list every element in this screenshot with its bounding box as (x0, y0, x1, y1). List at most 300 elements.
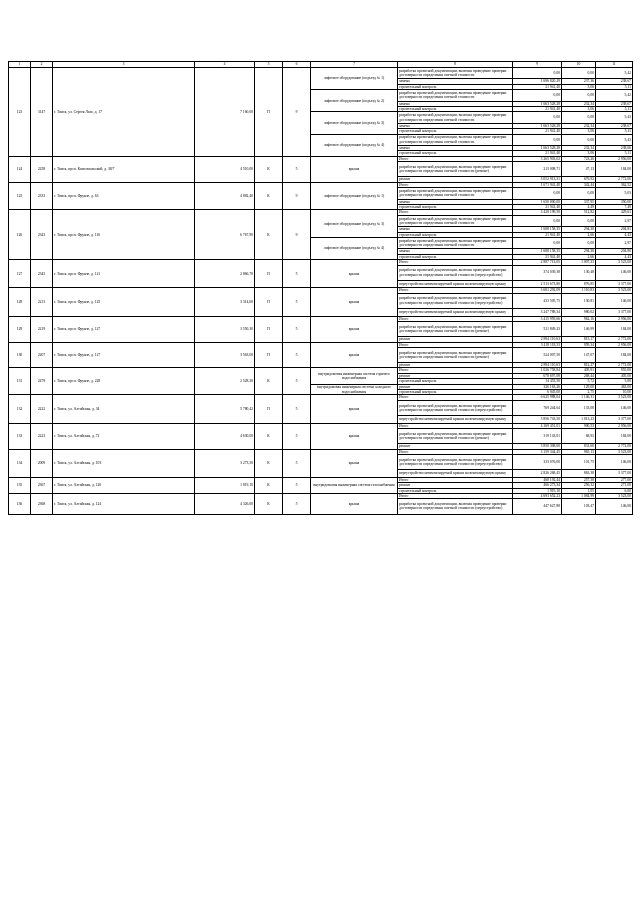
work-cost: 0,00 (513, 90, 562, 101)
house-code: 2223 (31, 423, 53, 449)
work-type: разработка проектной документации, включая проведение проверки достоверности определения сметной стоимости (ремонт) (398, 429, 513, 444)
specific-cost: 676,92 (562, 177, 596, 182)
work-cost: 2 894 110,63 (513, 363, 562, 368)
house-code: 2343 (31, 210, 53, 260)
work-cost: 5 856 743,50 (513, 415, 562, 423)
specific-cost: 0,00 (562, 215, 596, 226)
cost-limit: 3 377,00 (596, 308, 633, 316)
work-type: замена (398, 227, 513, 232)
specific-cost: 962,16 (562, 316, 596, 321)
work-cost: 769 244,64 (513, 400, 562, 415)
work-cost: 3 247 788,34 (513, 308, 562, 316)
work-type: переустройство невентилируемой крыши на вентилируемую крышу (398, 308, 513, 316)
row-number: 129 (9, 316, 31, 342)
house-code: 2368 (31, 494, 53, 514)
specific-cost: 232,34 (562, 146, 596, 151)
work-cost: 468 192,44 (513, 477, 562, 482)
cost-limit: 146,00 (596, 293, 633, 308)
row-number: 125 (9, 182, 31, 210)
floor-count: 5 (283, 342, 311, 368)
column-number: 9 (513, 62, 562, 68)
specific-cost: 1 110,83 (562, 288, 596, 293)
column-number: 4 (195, 62, 255, 68)
work-cost: 3 415 959,66 (513, 316, 562, 321)
column-number: 11 (596, 62, 633, 68)
cost-limit: 3 523,00 (596, 449, 633, 454)
wall-material: К (255, 477, 283, 493)
cost-limit: 10,00 (596, 390, 633, 395)
work-cost: 21 941,40 (513, 107, 562, 112)
row-number: 133 (9, 423, 31, 449)
work-cost: 0,00 (513, 112, 562, 123)
work-cost: 524 007,50 (513, 347, 562, 362)
house-address: г. Томск, прсп. Комсомольский, д. 38/7 (53, 156, 195, 182)
house-code: 3147 (31, 68, 53, 157)
work-cost: 1 026 758,84 (513, 368, 562, 373)
work-cost: 21 941,40 (513, 204, 562, 209)
work-cost: 2 887 713,05 (513, 260, 562, 265)
specific-cost: 900,53 (562, 423, 596, 428)
work-cost: 319 143,01 (513, 429, 562, 444)
table-row (9, 68, 633, 79)
building-system: крыша (311, 156, 398, 182)
work-cost: 333 076,00 (513, 455, 562, 470)
house-address: г. Томск, ул. Сергея Лазо, д. 17 (53, 68, 195, 157)
cost-limit: 463,00 (596, 384, 633, 389)
cost-limit: 2 772,00 (596, 363, 633, 368)
work-cost: 6 625 988,04 (513, 395, 562, 400)
specific-cost: 965,13 (562, 449, 596, 454)
specific-cost: 103,47 (562, 499, 596, 514)
row-number: 130 (9, 342, 31, 368)
work-cost: 21 941,40 (513, 232, 562, 237)
work-cost: 4 169 451,01 (513, 423, 562, 428)
cost-limit: 238,67 (596, 123, 633, 128)
row-number: 124 (9, 156, 31, 182)
floor-count: 5 (283, 260, 311, 288)
row-number: 126 (9, 210, 31, 260)
cost-limit: 146,00 (596, 499, 633, 514)
column-number: 3 (53, 62, 195, 68)
work-type: Итого (398, 316, 513, 321)
work-type: разработка проектной документации, включая проведение проверки достоверности определения сметной стоимости (переустройство) (398, 400, 513, 415)
work-type: Итого (398, 288, 513, 293)
specific-cost: 863,38 (562, 470, 596, 478)
specific-cost: 133,08 (562, 400, 596, 415)
house-area: 2 866,70 (195, 260, 255, 288)
row-number: 123 (9, 68, 31, 157)
specific-cost: 959,34 (562, 342, 596, 347)
work-cost: 21 941,40 (513, 129, 562, 134)
house-address: г. Томск, прсп. Фрунзе, д. 127 (53, 342, 195, 368)
cost-limit: 5,42 (596, 90, 633, 101)
cost-limit: 238,67 (596, 101, 633, 106)
work-cost: 21 941,40 (513, 151, 562, 156)
work-type: разработка проектной документации, включая проведение проверки достоверности определения сметной стоимости (398, 188, 513, 199)
work-type: ремонт (398, 177, 513, 182)
specific-cost: 232,34 (562, 123, 596, 128)
house-code: 2258 (31, 156, 53, 182)
cost-limit: 6,00 (596, 488, 633, 493)
cost-limit: 350,00 (596, 199, 633, 204)
house-address: г. Томск, прсп. Фрунзе, д. 228 (53, 368, 195, 395)
work-type: Итого (398, 156, 513, 161)
wall-material: П (255, 342, 283, 368)
work-type: строительный контроль (398, 232, 513, 237)
house-area: 3 563,00 (195, 342, 255, 368)
building-system: крыша (311, 494, 398, 514)
work-type: разработка проектной документации, включая проведение проверки достоверности определения сметной стоимости (ремонт) (398, 322, 513, 337)
row-number: 128 (9, 288, 31, 316)
house-address: г. Томск, ул. Алтайская, д. 103 (53, 449, 195, 477)
specific-cost: 146,99 (562, 322, 596, 337)
cost-limit: 5,03 (596, 188, 633, 199)
floor-count: 9 (283, 68, 311, 157)
specific-cost: 980,02 (562, 308, 596, 316)
building-system: лифтовое оборудование (подъезд № 4) (311, 134, 398, 156)
work-type: разработка проектной документации, включая проведение проверки достоверности определения сметной стоимости (переустройство) (398, 499, 513, 514)
work-cost: 21 941,40 (513, 254, 562, 259)
specific-cost: 130,48 (562, 265, 596, 280)
cost-limit: 429,61 (596, 210, 633, 215)
specific-cost: 47,13 (562, 162, 596, 177)
house-area: 3 314,00 (195, 288, 255, 316)
building-system: крыша (311, 342, 398, 368)
work-cost: 21 941,40 (513, 84, 562, 89)
house-area: 4 326,00 (195, 494, 255, 514)
specific-cost: 3,06 (562, 84, 596, 89)
work-type: строительный контроль (398, 204, 513, 209)
work-cost: 4 693 652,23 (513, 494, 562, 499)
building-system: крыша (311, 260, 398, 288)
building-system: крыша (311, 395, 398, 423)
house-area: 6 767,90 (195, 210, 255, 260)
specific-cost: 831,60 (562, 444, 596, 449)
work-type: Итого (398, 342, 513, 347)
work-cost: 1 663 528,28 (513, 101, 562, 106)
specific-cost: 405,91 (562, 368, 596, 373)
specific-cost: 3,06 (562, 107, 596, 112)
work-type: строительный контроль (398, 488, 513, 493)
work-type: разработка проектной документации, включая проведение проверки достоверности определения сметной стоимости (398, 90, 513, 101)
cost-limit: 5,43 (596, 112, 633, 123)
specific-cost: 2,66 (562, 254, 596, 259)
cost-limit: 2 956,00 (596, 423, 633, 428)
work-cost: 1 671 941,40 (513, 182, 562, 187)
house-code: 2207 (31, 342, 53, 368)
specific-cost: 0,00 (562, 188, 596, 199)
work-cost: 1 688 158,35 (513, 227, 562, 232)
row-number: 136 (9, 494, 31, 514)
specific-cost: 232,34 (562, 101, 596, 106)
house-area: 3 550,30 (195, 316, 255, 342)
floor-count: 5 (283, 156, 311, 182)
specific-cost: 0,00 (562, 238, 596, 249)
specific-cost: 1,05 (562, 488, 596, 493)
house-area: 4 630,00 (195, 423, 255, 449)
work-type: Итого (398, 260, 513, 265)
specific-cost: 812,27 (562, 363, 596, 368)
house-code: 2345 (31, 260, 53, 288)
work-cost: 2 826 268,45 (513, 470, 562, 478)
cost-limit: 955,00 (596, 368, 633, 373)
cost-limit: 2 956,00 (596, 156, 633, 161)
work-type: строительный контроль (398, 84, 513, 89)
house-area: 4 510,00 (195, 156, 255, 182)
work-type: разработка проектной документации, включая проведение проверки достоверности определения сметной стоимости (переустройство) (398, 265, 513, 280)
cost-limit: 3 377,00 (596, 415, 633, 423)
cost-limit: 277,00 (596, 477, 633, 482)
column-number: 2 (31, 62, 53, 68)
cost-limit: 5,00 (596, 379, 633, 384)
floor-count: 9 (283, 210, 311, 260)
work-type: Итого (398, 395, 513, 400)
cost-limit: 5,42 (596, 68, 633, 79)
specific-cost: 337,95 (562, 199, 596, 204)
house-address: г. Томск, прсп. Фрунзе, д. 63 (53, 182, 195, 210)
work-type: замена (398, 101, 513, 106)
work-type: Итого (398, 423, 513, 428)
floor-count: 5 (283, 368, 311, 395)
house-address: г. Томск, прсп. Фрунзе, д. 121 (53, 260, 195, 288)
specific-cost: 2,75 (562, 390, 596, 395)
specific-cost: 68,93 (562, 429, 596, 444)
wall-material: К (255, 182, 283, 210)
work-cost: 3 850 308,00 (513, 444, 562, 449)
building-system: крыша (311, 423, 398, 449)
work-cost: 0,00 (513, 188, 562, 199)
work-cost: 14 453,50 (513, 379, 562, 384)
column-number: 5 (255, 62, 283, 68)
house-address: г. Томск, прсп. Фрунзе, д. 127 (53, 316, 195, 342)
floor-count: 5 (283, 423, 311, 449)
specific-cost: 342,44 (562, 182, 596, 187)
house-area: 5 780,42 (195, 395, 255, 423)
cost-limit: 184,00 (596, 429, 633, 444)
work-type: ремонт (398, 444, 513, 449)
house-address: г. Томск, ул. Алтайская, д. 126 (53, 477, 195, 493)
cost-limit: 5,11 (596, 107, 633, 112)
work-cost: 1 696 820,29 (513, 79, 562, 84)
building-system: внутридомовая инженерная система горячего водоснабжения (311, 368, 398, 384)
work-type: ремонт (398, 363, 513, 368)
building-system: лифтовое оборудование (подъезд № 2) (311, 90, 398, 112)
work-type: переустройство невентилируемой крыши на вентилируемую крышу (398, 280, 513, 288)
work-cost: 0,00 (513, 215, 562, 226)
building-system: крыша (311, 316, 398, 342)
house-address: г. Томск, ул. Алтайская, д. 34 (53, 395, 195, 423)
house-address: г. Томск, ул. Алтайская, д. 124 (53, 494, 195, 514)
work-type: разработка проектной документации, включая проведение проверки достоверности определения сметной стоимости (ремонт) (398, 162, 513, 177)
column-number: 6 (283, 62, 311, 68)
specific-cost: 876,85 (562, 280, 596, 288)
work-type: строительный контроль (398, 107, 513, 112)
house-address: г. Томск, прсп. Фрунзе, д. 116 (53, 210, 195, 260)
work-cost: 678 697,08 (513, 373, 562, 378)
cost-limit: 5,11 (596, 151, 633, 156)
specific-cost: 268,44 (562, 373, 596, 378)
building-system: лифтовое оборудование (подъезд № 3) (311, 210, 398, 238)
cost-limit: 3 377,00 (596, 280, 633, 288)
work-cost: 447 627,88 (513, 499, 562, 514)
specific-cost: 723,26 (562, 156, 596, 161)
building-system: лифтовое оборудование (подъезд № 1) (311, 182, 398, 210)
specific-cost: 5,72 (562, 379, 596, 384)
house-code: 2333 (31, 182, 53, 210)
column-number: 10 (562, 62, 596, 68)
building-system: крыша (311, 288, 398, 316)
cost-limit: 405,00 (596, 373, 633, 378)
work-cost: 0,00 (513, 68, 562, 79)
work-cost: 3 265 903,02 (513, 156, 562, 161)
work-type: строительный контроль (398, 129, 513, 134)
work-cost: 3 052 913,31 (513, 177, 562, 182)
row-number: 131 (9, 368, 31, 395)
wall-material: К (255, 449, 283, 477)
work-cost: 3 420 199,50 (513, 210, 562, 215)
specific-cost: 129,00 (562, 384, 596, 389)
work-type: замена (398, 79, 513, 84)
cost-limit: 2,97 (596, 215, 633, 226)
cost-limit: 3 523,00 (596, 395, 633, 400)
specific-cost: 101,75 (562, 455, 596, 470)
wall-material: П (255, 260, 283, 288)
cost-limit: 2 956,00 (596, 342, 633, 347)
work-type: разработка проектной документации, включая проведение проверки достоверности определения сметной стоимости (переустройство) (398, 293, 513, 308)
building-system: лифтовое оборудование (подъезд № 3) (311, 112, 398, 134)
work-type: строительный контроль (398, 151, 513, 156)
building-system: внутридомовая инженерная система газоснабжения (311, 477, 398, 493)
work-cost: 6 945,00 (513, 390, 562, 395)
work-type: разработка проектной документации, включая проведение проверки достоверности определения сметной стоимости (398, 238, 513, 249)
work-cost: 1 663 528,28 (513, 146, 562, 151)
work-cost: 2 513 673,80 (513, 280, 562, 288)
specific-cost: 815,17 (562, 337, 596, 342)
specific-cost: 0,00 (562, 68, 596, 79)
work-type: Итого (398, 494, 513, 499)
column-number: 8 (398, 62, 513, 68)
column-number: 7 (311, 62, 398, 68)
house-address: г. Томск, прсп. Фрунзе, д. 125 (53, 288, 195, 316)
cost-limit: 5,43 (596, 134, 633, 145)
house-code: 2219 (31, 316, 53, 342)
wall-material: К (255, 156, 283, 182)
work-cost: 213 008,71 (513, 162, 562, 177)
house-area: 4 882,40 (195, 182, 255, 210)
work-cost: 1 663 528,28 (513, 123, 562, 128)
cost-limit: 2,97 (596, 238, 633, 249)
work-type: строительный контроль (398, 379, 513, 384)
work-type: переустройство невентилируемой крыши на вентилируемую крышу (398, 470, 513, 478)
cost-limit: 3 523,00 (596, 288, 633, 293)
house-area: 3 273,50 (195, 449, 255, 477)
cost-limit: 238,66 (596, 146, 633, 151)
specific-cost: 294,30 (562, 249, 596, 254)
work-type: замена (398, 249, 513, 254)
specific-cost: 256,32 (562, 483, 596, 488)
building-system: крыша (311, 449, 398, 477)
wall-material: П (255, 68, 283, 157)
work-type: замена (398, 199, 513, 204)
floor-count: 5 (283, 449, 311, 477)
cost-limit: 5,11 (596, 129, 633, 134)
work-type: замена (398, 146, 513, 151)
cost-limit: 2 772,00 (596, 444, 633, 449)
wall-material: П (255, 316, 283, 342)
cost-limit: 271,00 (596, 483, 633, 488)
repair-schedule-table-area (8, 61, 632, 903)
floor-count: 9 (283, 182, 311, 210)
cost-limit: 3 523,00 (596, 494, 633, 499)
wall-material: П (255, 395, 283, 423)
work-cost: 3 418 118,33 (513, 342, 562, 347)
cost-limit: 204,81 (596, 227, 633, 232)
column-number: 1 (9, 62, 31, 68)
cost-limit: 146,00 (596, 265, 633, 280)
wall-material: К (255, 368, 283, 395)
wall-material: П (255, 288, 283, 316)
wall-material: К (255, 494, 283, 514)
work-type: строительный контроль (398, 254, 513, 259)
specific-cost: 0,00 (562, 112, 596, 123)
work-type: Итого (398, 182, 513, 187)
floor-count: 5 (283, 395, 311, 423)
specific-cost: 0,00 (562, 134, 596, 145)
specific-cost: 3,06 (562, 129, 596, 134)
cost-limit: 204,80 (596, 249, 633, 254)
floor-count: 5 (283, 477, 311, 493)
row-number: 127 (9, 260, 31, 288)
house-code: 2213 (31, 288, 53, 316)
cost-limit: 2 956,00 (596, 316, 633, 321)
specific-cost: 147,07 (562, 347, 596, 362)
cost-limit: 4,43 (596, 254, 633, 259)
work-type: Итого (398, 210, 513, 215)
house-code: 2367 (31, 477, 53, 493)
work-cost: 326 163,26 (513, 384, 562, 389)
work-type: ремонт (398, 337, 513, 342)
specific-cost: 237,36 (562, 79, 596, 84)
house-area: 2 528,30 (195, 368, 255, 395)
specific-cost: 512,82 (562, 210, 596, 215)
work-type: переустройство невентилируемой крыши на вентилируемую крышу (398, 415, 513, 423)
cost-limit: 238,67 (596, 79, 633, 84)
cost-limit: 146,00 (596, 400, 633, 415)
work-cost: 1 919,10 (513, 488, 562, 493)
row-number: 135 (9, 477, 31, 493)
building-system: внутридомовая инженерная система холодного водоснабжения (311, 384, 398, 395)
work-type: строительный контроль (398, 390, 513, 395)
specific-cost: 2,66 (562, 232, 596, 237)
repair-schedule-table (8, 61, 633, 515)
specific-cost: 4,49 (562, 204, 596, 209)
cost-limit: 2 772,00 (596, 337, 633, 342)
house-code: 2479 (31, 368, 53, 395)
cost-limit: 184,00 (596, 162, 633, 177)
work-type: ремонт (398, 384, 513, 389)
work-cost: 433 505,75 (513, 293, 562, 308)
specific-cost: 3,06 (562, 151, 596, 156)
row-number: 132 (9, 395, 31, 423)
cost-limit: 362,52 (596, 182, 633, 187)
specific-cost: 1 013,23 (562, 415, 596, 423)
specific-cost: 257,38 (562, 477, 596, 482)
work-cost: 0,00 (513, 134, 562, 145)
house-code: 2009 (31, 449, 53, 477)
work-type: разработка проектной документации, включая проведение проверки достоверности определения сметной стоимости (переустройство) (398, 455, 513, 470)
work-type: Итого (398, 449, 513, 454)
work-cost: 521 849,23 (513, 322, 562, 337)
